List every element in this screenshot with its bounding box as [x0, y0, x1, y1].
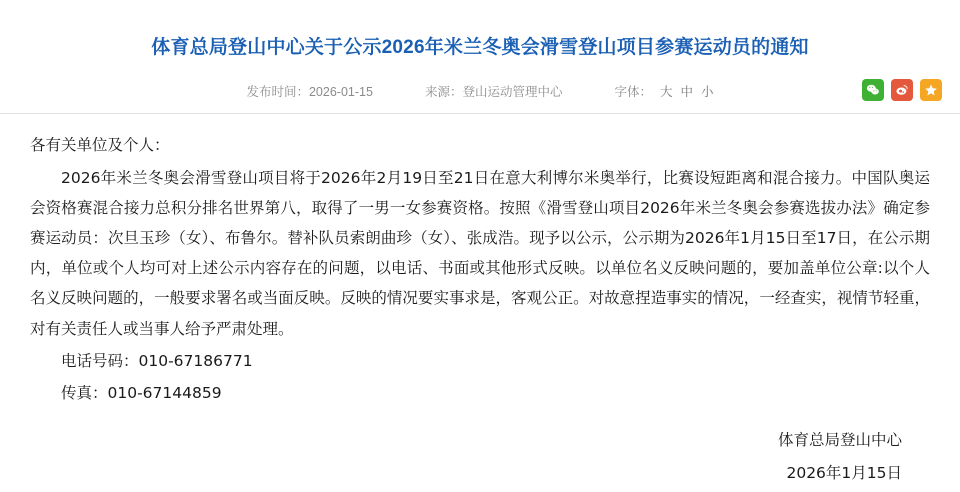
source-label: 来源：: [424, 85, 463, 100]
publish-time: [246, 82, 372, 100]
salutation: 各有关单位及个人：: [30, 136, 170, 155]
font-size-large-button[interactable]: 大: [659, 85, 673, 100]
signature-block: [30, 424, 930, 489]
star-icon[interactable]: [920, 79, 942, 101]
publish-time-label: 发布时间：: [246, 85, 309, 100]
page-title: 体育总局登山中心关于公示2026年米兰冬奥会滑雪登山项目参赛运动员的通知: [151, 36, 809, 58]
signature-date: 2026年1月15日: [786, 463, 902, 482]
source: [425, 82, 563, 100]
share-buttons: [862, 79, 942, 101]
source-value: 登山运动管理中心: [462, 85, 563, 100]
font-size-medium-button[interactable]: 中: [680, 85, 694, 100]
signature-org: 体育总局登山中心: [777, 431, 902, 450]
font-size-controls: [614, 82, 713, 100]
weibo-icon[interactable]: [891, 79, 913, 101]
font-size-label: 字体：: [614, 85, 652, 100]
font-size-small-button[interactable]: 小: [701, 85, 714, 100]
publish-time-value: 2026-01-15: [308, 85, 373, 100]
wechat-icon[interactable]: [862, 79, 884, 101]
phone-line: 电话号码：010-67186771: [61, 351, 253, 370]
document-page: [0, 13, 960, 492]
document-body: [0, 114, 960, 489]
document-meta-bar: [0, 79, 960, 103]
fax-line: 传真：010-67144859: [61, 384, 222, 403]
main-paragraph: 2026年米兰冬奥会滑雪登山项目将于2026年2月19日至21日在意大利博尔米奥举行，比赛设短距离和混合接力。中国队奥运会资格赛混合接力总积分排名世界第八，取得了一男一女参赛资格。按照《滑雪登山项目2026年米兰冬奥会参赛选拔办法》确定参赛运动员：次旦玉珍（女）、布鲁尔。替补队员索朗曲珍（女）、张成浩。现予以公示，公示期为2026年1月15日至17日，在公示期内，单位或个人均可对上述公示内容存在的问题，以电话、书面或其他形式反映。以单位名义反映问题的，要加盖单位公章:以个人名义反映问题的，一般要求署名或当面反映。反映的情况要实事求是，客观公正。对故意捏造事实的情况，一经查实，视情节轻重，对有关责任人或当事人给予严肃处理。: [30, 168, 930, 338]
